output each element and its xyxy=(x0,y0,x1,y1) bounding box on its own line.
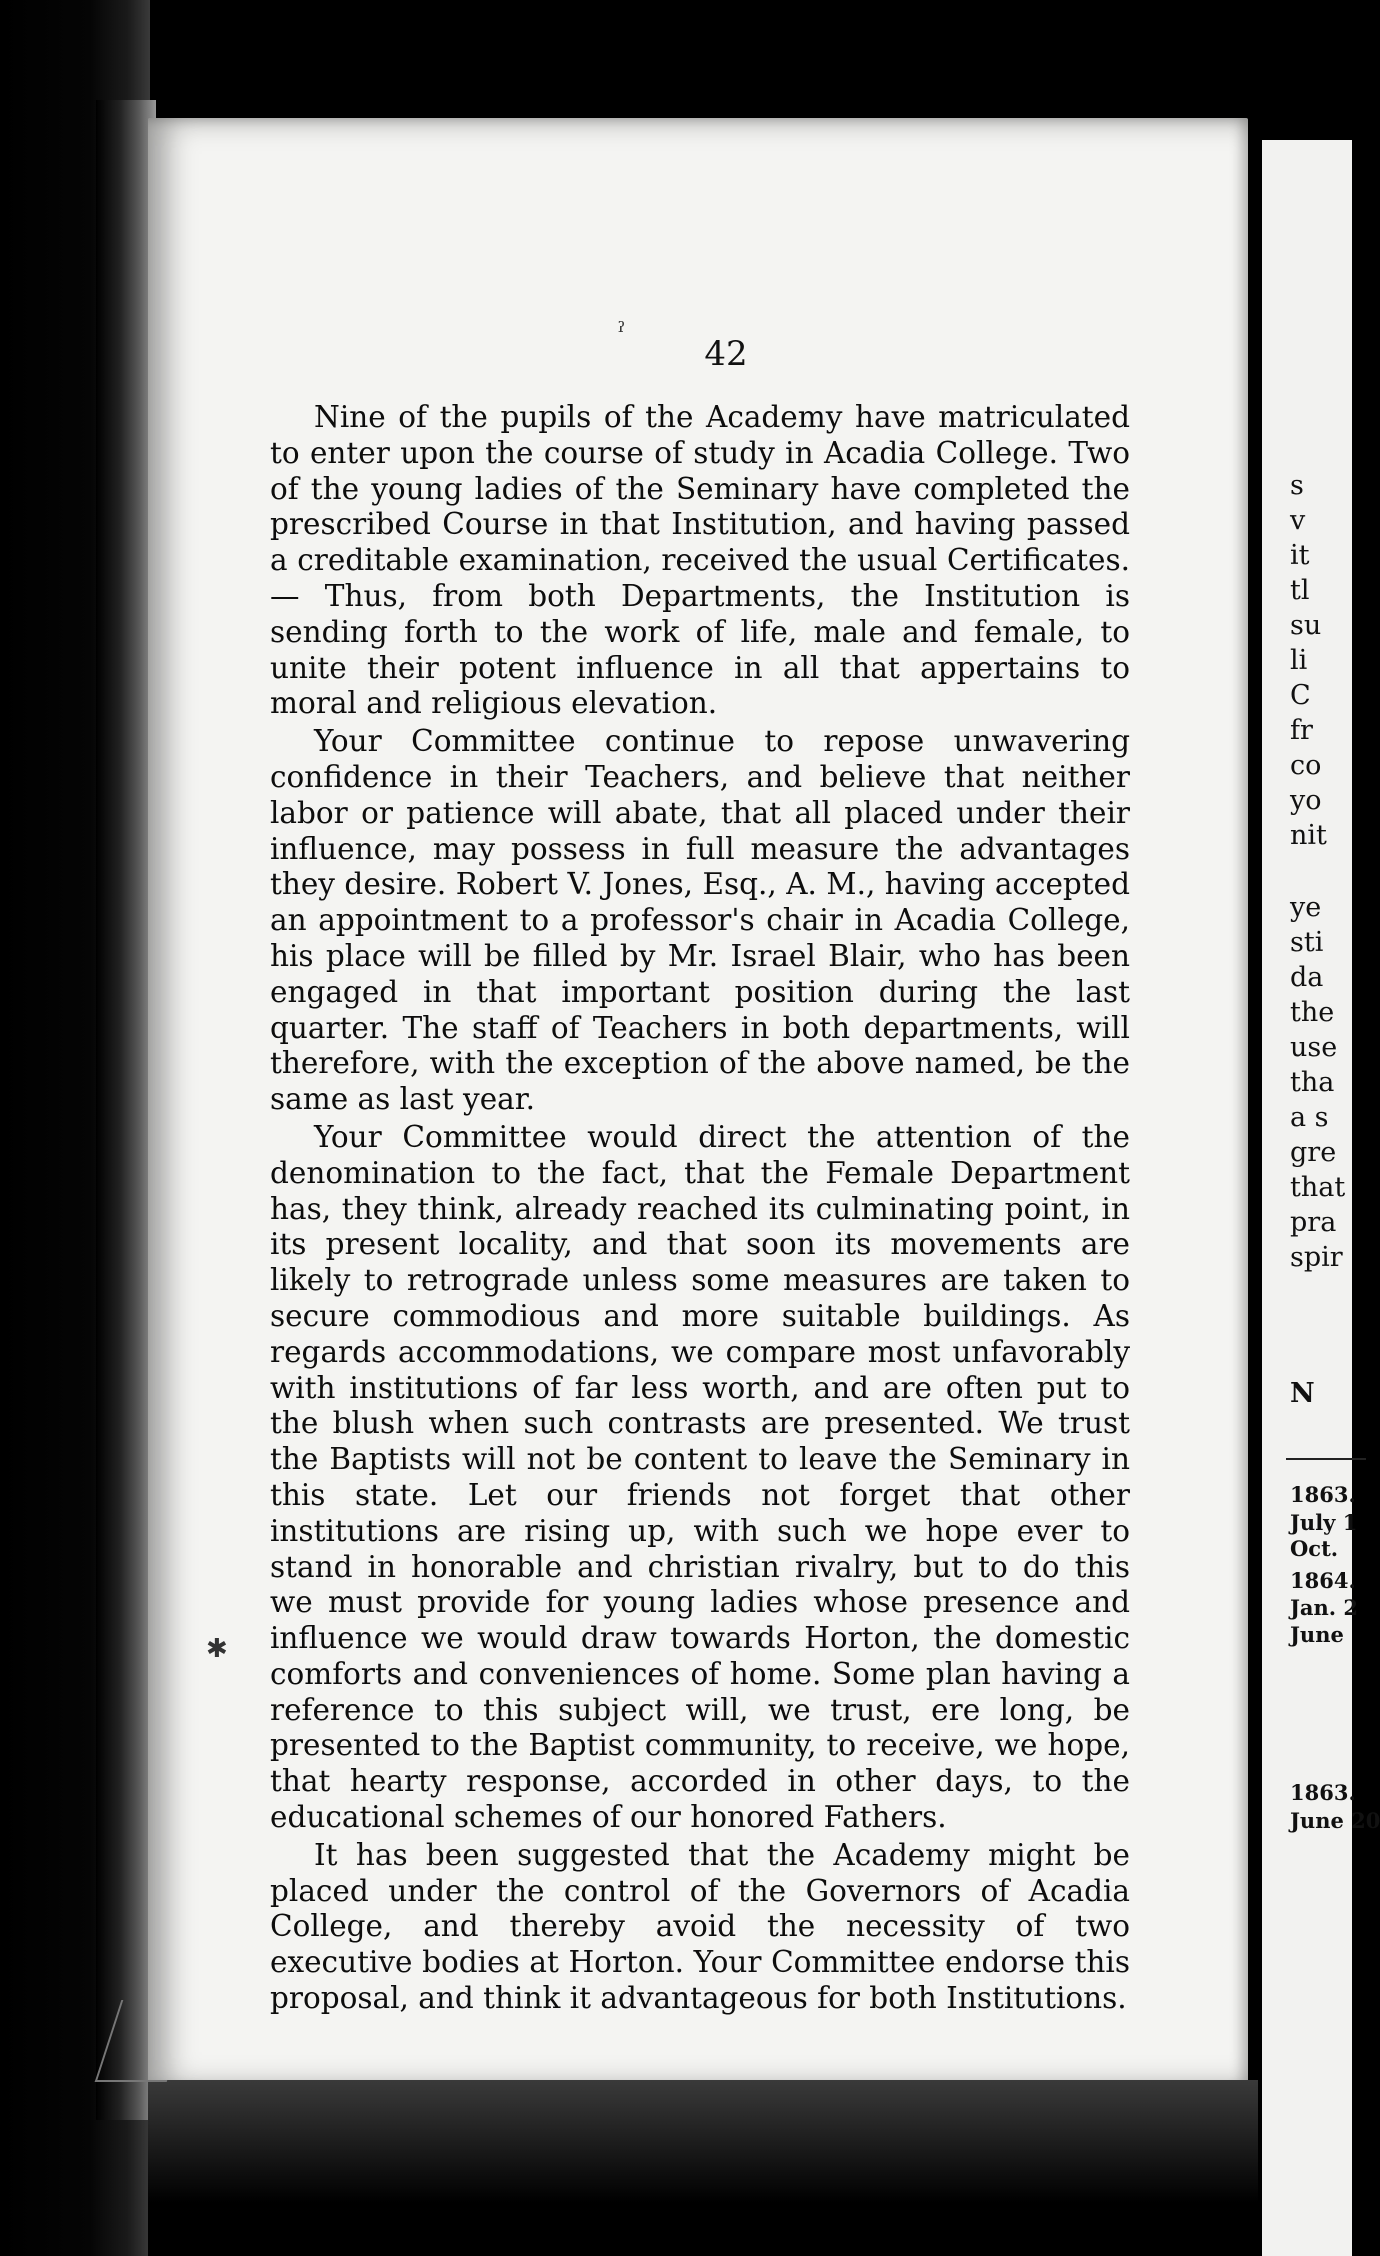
facing-fragment: use xyxy=(1290,1032,1338,1063)
paragraph: Your Committee would direct the attention of the denomination to the fact, that the Female Department has, they think, already reached its culminating point, in its present locality, and that soon its movements are likely to retrograde unless some measures are taken to secure commodious and more suitable buildings. As regards accommodations, we compare most unfavorably with institutions of far less worth, and are often put to the blush when such contrasts are presented. We trust the Baptists will not be content to leave the Seminary in this state. Let our friends not forget that other institutions are rising up, with such we hope ever to stand in honorable and christian rivalry, but to do this we must provide for young ladies whose presence and influence we would draw towards Horton, the domestic comforts and conveniences of home. Some plan having a reference to this subject will, we trust, ere long, be presented to the Baptist community, to receive, we hope, that hearty response, accorded in other days, to the educational schemes of our honored Fathers. xyxy=(270,1119,1130,1835)
facing-fragment: 1863. xyxy=(1290,1780,1356,1805)
facing-fragment: tha xyxy=(1290,1067,1335,1098)
facing-fragment: June 20 xyxy=(1290,1808,1380,1833)
facing-fragment: the xyxy=(1290,997,1335,1028)
paragraph: Your Committee continue to repose unwavering confidence in their Teachers, and believe that neither labor or patience will abate, that all placed under their influence, may possess in full measure the advantages they desire. Robert V. Jones, Esq., A. M., having accepted an appointment to a professor's chair in Acadia College, his place will be filled by Mr. Israel Blair, who has been engaged in that important position during the last quarter. The staff of Teachers in both departments, will therefore, with the exception of the above named, be the same as last year. xyxy=(270,724,1130,1117)
facing-fragment: C xyxy=(1290,680,1311,711)
facing-fragment: that xyxy=(1290,1172,1346,1203)
facing-page-strip xyxy=(1262,140,1380,2256)
facing-heading-fragment: N xyxy=(1290,1378,1315,1409)
paragraph: It has been suggested that the Academy might be placed under the control of the Governors of Acadia College, and thereby avoid the necessity of two executive bodies at Horton. Your Committee endorse this proposal, and think it advantageous for both Institutions. xyxy=(270,1837,1130,2016)
facing-fragment: Oct. xyxy=(1290,1536,1339,1561)
facing-fragment: 1863. xyxy=(1290,1482,1356,1507)
facing-fragment: v xyxy=(1290,505,1306,536)
facing-fragment: pra xyxy=(1290,1207,1337,1238)
bottom-shadow xyxy=(148,2080,1258,2256)
paragraph: Nine of the pupils of the Academy have matriculated to enter upon the course of study in Acadia College. Two of the young ladies of the Seminary have completed the prescribed Course in that Institution, and having passed a creditable examination, received the usual Certificates.— Thus, from both Departments, the Institution is sending forth to the work of life, male and female, to unite their potent influence in all that appertains to moral and religious elevation. xyxy=(270,400,1130,721)
facing-fragment: sti xyxy=(1290,927,1324,958)
facing-fragment: 1864. xyxy=(1290,1568,1356,1593)
facing-rule xyxy=(1286,1458,1366,1460)
facing-fragment: yo xyxy=(1290,785,1322,816)
facing-fragment: gre xyxy=(1290,1137,1337,1168)
facing-fragment: fr xyxy=(1290,715,1313,746)
facing-fragment: da xyxy=(1290,962,1324,993)
facing-fragment: ye xyxy=(1290,892,1322,923)
facing-fragment: s xyxy=(1290,470,1304,501)
ink-speck: ˀ xyxy=(618,318,626,348)
facing-fragment: su xyxy=(1290,610,1322,641)
facing-fragment: it xyxy=(1290,540,1310,571)
facing-fragment: co xyxy=(1290,750,1322,781)
page-number: 42 xyxy=(704,334,748,374)
facing-fragment: Jan. 2 xyxy=(1290,1595,1359,1620)
facing-fragment: spir xyxy=(1290,1242,1343,1273)
facing-fragment: nit xyxy=(1290,820,1327,851)
facing-fragment: July 1 xyxy=(1290,1510,1358,1535)
facing-fragment: tl xyxy=(1290,575,1310,606)
facing-fragment: li xyxy=(1290,645,1308,676)
body-text xyxy=(270,400,1130,2019)
ink-speck: ✱ xyxy=(206,1634,228,1664)
facing-fragment: June xyxy=(1290,1622,1344,1647)
facing-fragment: a s xyxy=(1290,1102,1329,1133)
page-edge-shadow xyxy=(96,100,156,2120)
